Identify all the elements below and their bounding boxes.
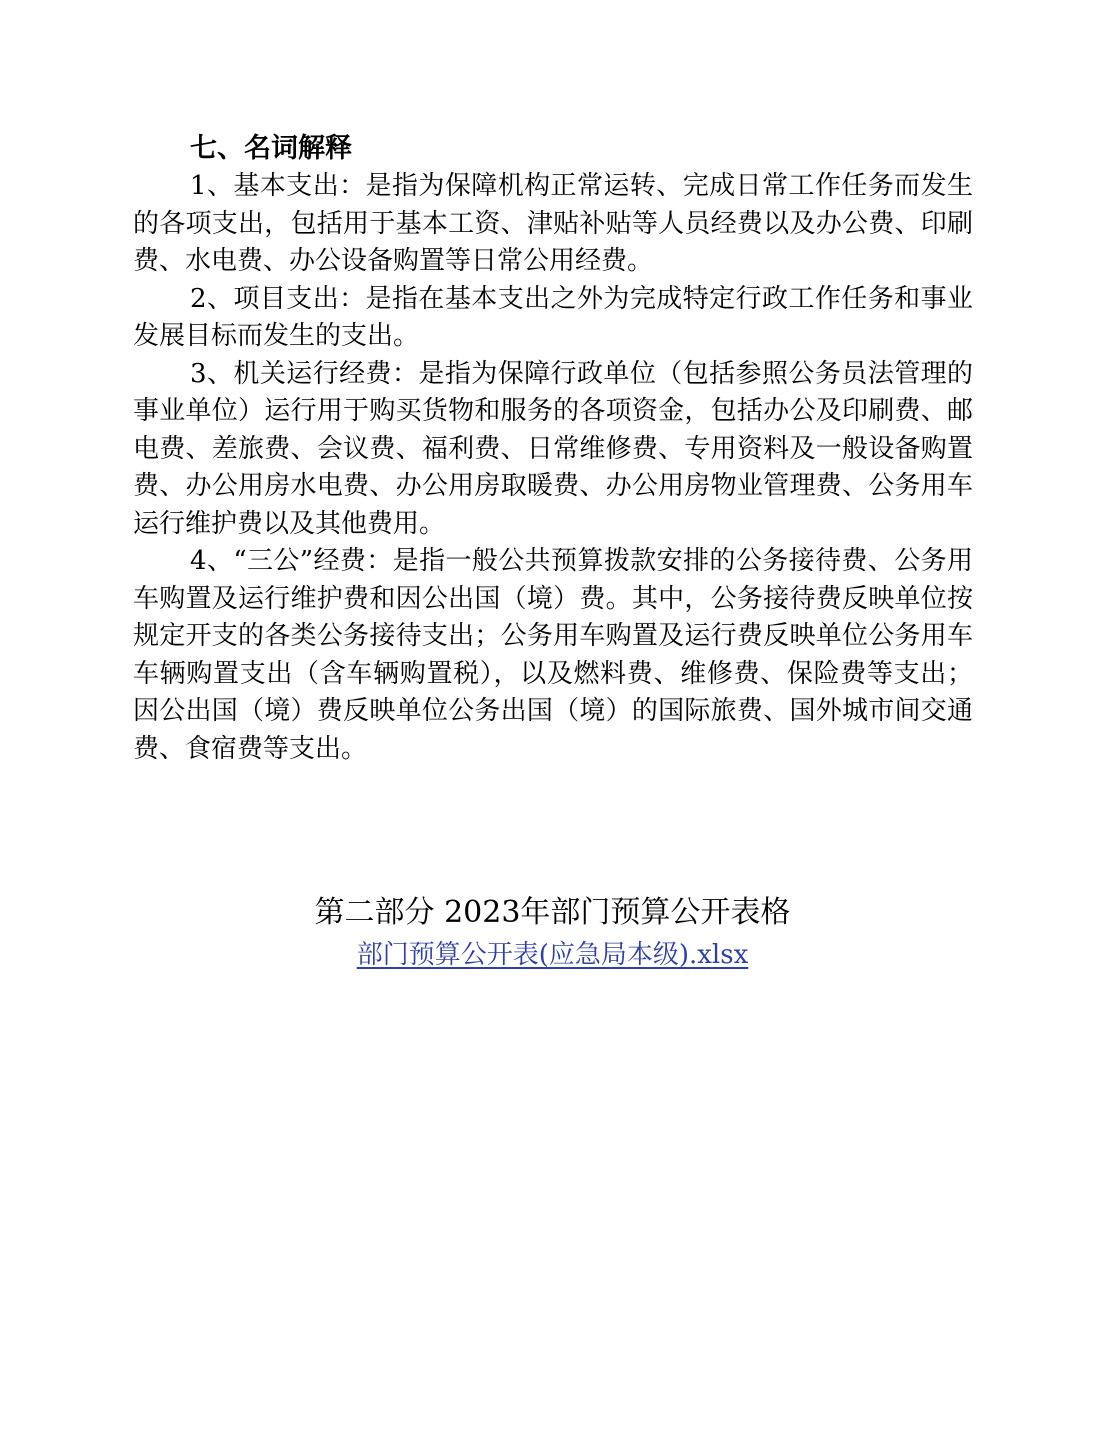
budget-table-attachment-link[interactable]: 部门预算公开表(应急局本级).xlsx <box>356 940 749 970</box>
part-two-title: 第二部分 2023年部门预算公开表格 <box>314 895 791 930</box>
glossary-section <box>133 130 973 768</box>
attachment-link-container <box>0 937 1105 973</box>
definition-basic-expenditure: 1、基本支出：是指为保障机构正常运转、完成日常工作任务而发生的各项支出，包括用于基本工资、津贴补贴等人员经费以及办公费、印刷费、水电费、办公设备购置等日常公用经费。 <box>133 171 973 276</box>
definition-three-public-expenses: 4、“三公”经费：是指一般公共预算拨款安排的公务接待费、公务用车购置及运行维护费和因公出国（境）费。其中，公务接待费反映单位按规定开支的各类公务接待支出；公务用车购置及运行费反映单位公务用车车辆购置支出（含车辆购置税），以及燃料费、维修费、保险费等支出；因公出国（境）费反映单位公务出国（境）的国际旅费、国外城市间交通费、食宿费等支出。 <box>133 546 973 764</box>
section-heading: 七、名词解释 <box>190 133 352 164</box>
definition-project-expenditure: 2、项目支出：是指在基本支出之外为完成特定行政工作任务和事业发展目标而发生的支出。 <box>133 283 973 351</box>
definition-operating-expenses: 3、机关运行经费：是指为保障行政单位（包括参照公务员法管理的事业单位）运行用于购买货物和服务的各项资金，包括办公及印刷费、邮电费、差旅费、会议费、福利费、日常维修费、专用资料及一般设备购置费、办公用房水电费、办公用房取暖费、办公用房物业管理费、公务用车运行维护费以及其他费用。 <box>133 358 973 539</box>
